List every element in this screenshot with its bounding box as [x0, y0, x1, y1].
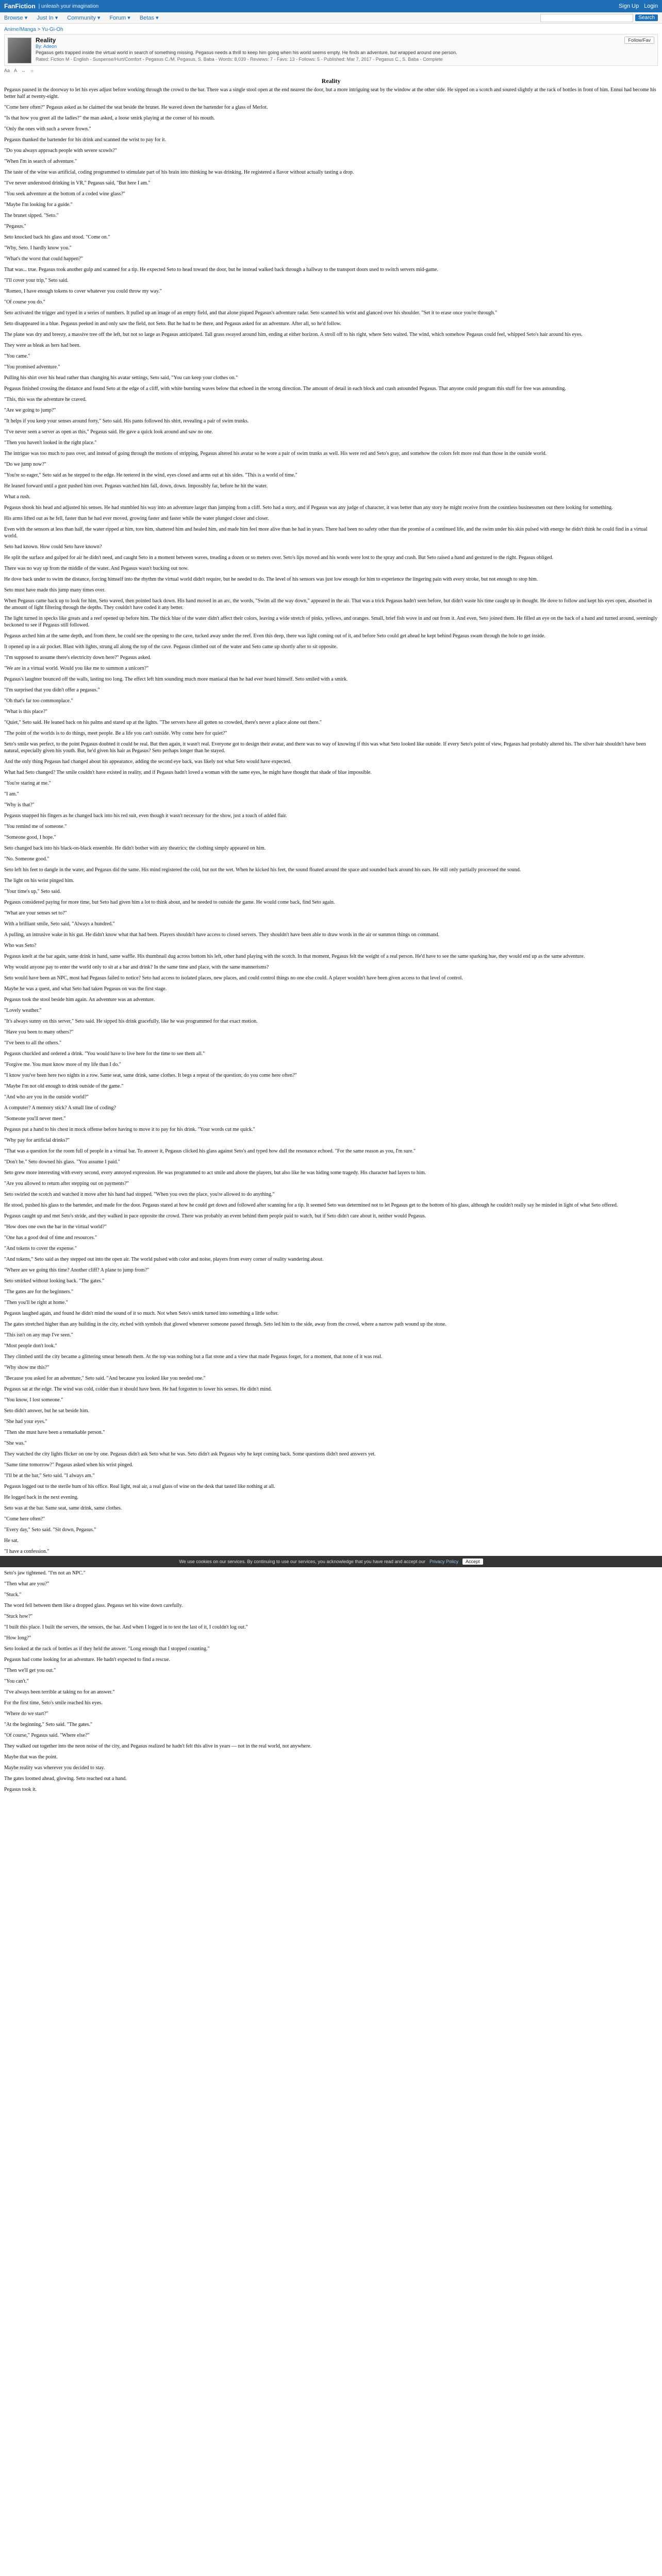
story-paragraph: "I've never seen a server as open as this," Pegasus said. He gave a quick look around and saw no one.	[4, 429, 213, 435]
story-paragraph: The plane was dry and breezy, a massive tree off the left, but not so large as Pegasus anticipated. Tall grass swayed around him, ending at either horizon. A stroll off to his right, where Seto waited. The wind, which somehow Pegasus could feel, whipped Seto's hair around his eyes.	[4, 332, 583, 337]
story-paragraph: Pegasus logged out to the sterile hum of his office. Real light, real air, a real glass of wine on the desk that tasted like nothing at all.	[4, 1484, 275, 1489]
story-paragraph: The light on his wrist pinged him.	[4, 878, 74, 884]
story-paragraph: "I know you've been here two nights in a row. Same seat, same drink, same clothes. It begs a repeat of the question; do you come here often?"	[4, 1073, 297, 1078]
story-paragraph: "This isn't on any map I've seen."	[4, 1332, 73, 1338]
story-paragraph: "Then what are you?"	[4, 1581, 49, 1587]
story-paragraph: They climbed until the city became a glittering smear beneath them. At the top was nothing but a flat stone and a view that made Pegasus forget, for a moment, that none of it was real.	[4, 1354, 383, 1360]
story-paragraph: Pegasus took the stool beside him again. An adventure was an adventure.	[4, 997, 155, 1003]
story-paragraph: "She was."	[4, 1440, 27, 1446]
story-paragraph: The taste of the wine was artificial, coding programmed to stimulate part of his brain into thinking he was drinking. He registered a flavor without actually tasting a drop.	[4, 170, 354, 175]
story-paragraph: Pegasus arched him at the same depth, and from there, he could see the opening to the cave, tucked away under the reef. Even this deep, there was light coming out of it, and before Seto could get ahead he kept behind Pegasus swam through the hole to get inside.	[4, 633, 545, 639]
story-paragraph: What a rush.	[4, 494, 30, 500]
story-paragraph: "You know, I lost someone."	[4, 1397, 63, 1403]
story-paragraph: "Of course you do."	[4, 299, 45, 305]
story-paragraph: "You're staring at me."	[4, 781, 51, 786]
story-paragraph: Pegasus finished crossing the distance and found Seto at the edge of a cliff, with white bursting waves below that echoed in the wrong direction. The amount of detail in each block and crash astounded Pegasus. That anyone could program this stuff for free was astounding.	[4, 386, 566, 392]
story-paragraph: Pegasus knelt at the bar again, same drink in hand, same waffle. His thumbnail dug across bottom his left, other hand playing with the scotch. In that moment, Pegasus felt the weight of a real person. He'd have to see the same sparking hue, they would end up as the same adventure.	[4, 954, 585, 959]
story-paragraph: Pegasus put a hand to his chest in mock offense before having to move it to pay for his drink. "Your words cut me quick."	[4, 1127, 255, 1132]
story-paragraph: "Pegasus."	[4, 224, 26, 229]
nav-browse[interactable]: Browse ▾	[4, 15, 28, 21]
story-paragraph: A computer? A memory stick? A small line of coding?	[4, 1105, 116, 1111]
font-size-tool[interactable]: Aa	[4, 68, 10, 73]
story-paragraph: Maybe reality was wherever you decided to stay.	[4, 1765, 105, 1771]
story-actions	[624, 37, 654, 44]
story-paragraph: They walked out together into the neon noise of the city, and Pegasus realized he hadn't felt this alive in years — not in the real world, not anywhere.	[4, 1743, 312, 1749]
story-paragraph: "Someone good, I hope."	[4, 835, 56, 840]
story-paragraph: "What are your senses set to?"	[4, 910, 67, 916]
reader-toolbar	[4, 67, 658, 74]
story-header	[4, 34, 658, 66]
story-paragraph: "No. Someone good."	[4, 856, 49, 862]
story-paragraph: He dove back under to swim the distance, forcing himself into the rhythm the virtual world didn't require, but he needed to do. The level of his sensors was just low enough for him to experience the lingering pain with every stroke, but not enough to stop him.	[4, 577, 538, 582]
story-paragraph: "The gates are for the beginners."	[4, 1289, 74, 1295]
story-paragraph: Pegasus sat at the edge. The wind was cold, colder than it should have been. He had forgotten to lower his senses. He didn't mind.	[4, 1386, 272, 1392]
story-paragraph: And the only thing Pegasus had changed about his appearance, adding the second eye back, was likely not what Seto would have expected.	[4, 759, 291, 765]
cookie-text: We use cookies on our services. By continuing to use our services, you acknowledge that you have read and accept our	[179, 1559, 426, 1564]
story-paragraph: "Why, Seto. I hardly know you."	[4, 245, 72, 251]
story-paragraph: Seto looked at the rack of bottles as if they held the answer. "Long enough that I stopped counting."	[4, 1646, 210, 1652]
story-paragraph: "I've never understood drinking in VR," Pegasus said, "But here I am."	[4, 180, 151, 186]
story-paragraph: "Lovely weather."	[4, 1008, 42, 1013]
story-paragraph: Maybe he was a quest, and what Seto had taken Pegasus on was the first stage.	[4, 986, 167, 992]
story-paragraph: "It's always sunny on this server," Seto said. He sipped his drink gracefully, like he was programmed for that exact motion.	[4, 1019, 258, 1024]
story-paragraph: Pegasus had come looking for an adventure. He hadn't expected to find a rescue.	[4, 1657, 170, 1663]
story-paragraph: Why would anyone pay to enter the world only to sit at a bar and drink? In the same time and place, with the same mannerisms?	[4, 964, 269, 970]
story-paragraph: "Maybe I'm looking for a guide."	[4, 202, 73, 208]
site-logo[interactable]: FanFiction	[4, 3, 36, 10]
follow-fav-button[interactable]: Follow/Fav	[624, 37, 654, 44]
search-box	[540, 14, 658, 22]
story-paragraph: Who was Seto?	[4, 943, 37, 948]
story-paragraph: "One has a good deal of time and resources."	[4, 1235, 97, 1241]
story-paragraph: "How does one own the bar in the virtual world?"	[4, 1224, 107, 1230]
privacy-policy-link[interactable]: Privacy Policy	[429, 1559, 459, 1564]
story-paragraph: Seto was at the bar. Same seat, same drink, same clothes.	[4, 1505, 122, 1511]
story-paragraph: Pulling his shirt over his head rather than changing his avatar settings, Seto said, "You can keep your clothes on."	[4, 375, 238, 381]
story-paragraph: "Do you always approach people with severe scowls?"	[4, 148, 117, 154]
story-paragraph: Even with the sensors at less than half, the water ripped at him, tore him, shattered him and healed him, and made him feel more alive than he had in years. There had been no safety other than the promise of a continued life, and the swim under his skin pulsed with energy he didn't think he could find in a virtual world.	[4, 527, 648, 539]
story-paragraph: Seto swirled the scotch and watched it move after his hand had stopped. "When you own the place, you're allowed to do anything."	[4, 1192, 275, 1197]
story-paragraph: "Every day," Seto said. "Sit down, Pegasus."	[4, 1527, 96, 1533]
story-paragraph: "What's the worst that could happen?"	[4, 256, 83, 262]
story-paragraph: "You seek adventure at the bottom of a coded wine glass?"	[4, 191, 125, 197]
story-title: Reality	[36, 37, 56, 44]
story-paragraph: "At the beginning," Seto said. "The gates."	[4, 1722, 93, 1727]
breadcrumb[interactable]: Anime/Manga > Yu-Gi-Oh	[4, 27, 63, 32]
story-cover-image	[8, 38, 31, 63]
nav-betas[interactable]: Betas ▾	[139, 15, 159, 21]
story-paragraph: "Stuck."	[4, 1592, 22, 1598]
story-paragraph: What had Seto changed? The smile couldn't have existed in reality, and if Pegasus hadn't loved a woman with the same eyes, he might have thought that shade of blue impossible.	[4, 770, 372, 775]
story-paragraph: Pegasus shook his head and adjusted his senses. He had stumbled his way into an adventure larger than jumping from a cliff. Seto had a story, and if Pegasus was any judge of character, it was better than any story he might receive from the countless businessmen out there looking for something.	[4, 505, 613, 511]
story-paragraph: They were as bleak as hers had been.	[4, 343, 81, 348]
font-tool[interactable]: A	[14, 68, 18, 73]
story-text	[4, 87, 658, 2576]
story-paragraph: Seto activated the trigger and typed in a series of numbers. It pulled up an image of an empty field, and that alone piqued Pegasus's adventure radar. Seto scanned his wrist and glanced over his shoulder. "Set it to erase once you're through."	[4, 310, 498, 316]
story-paragraph: He leaned forward until a gust pushed him over. Pegasus watched him fall, down, down. Impossibly far, before he hit the water.	[4, 483, 268, 489]
story-paragraph: Seto smirked without looking back. "The gates."	[4, 1278, 105, 1284]
story-paragraph: "Because you asked for an adventure," Seto said. "And because you looked like you needed one."	[4, 1376, 206, 1381]
story-paragraph: "It helps if you keep your senses around forty," Seto said. His pants followed his shirt, revealing a pair of swim trunks.	[4, 418, 249, 424]
story-paragraph: "Then we'll get you out."	[4, 1668, 56, 1673]
story-paragraph: "You're so eager," Seto said as he stepped to the edge. He teetered in the wind, eyes closed and arms out at his sides. "This is a world of time."	[4, 472, 297, 478]
story-paragraph: "Where are we going this time? Another cliff? A plane to jump from?"	[4, 1267, 150, 1273]
story-paragraph: "Then you haven't looked in the right place."	[4, 440, 97, 446]
story-paragraph: Seto must have made this jump many times over.	[4, 587, 106, 593]
story-paragraph: Seto would have been an NPC, most had Pegasus failed to notice? Seto had access to isolated places, new places, and could control things no one else could. A player wouldn't have been given access to that level of control.	[4, 975, 463, 981]
story-paragraph: They watched the city lights flicker on one by one. Pegasus didn't ask Seto what he was. Seto didn't ask Pegasus why he kept coming back. Some questions didn't need answers yet.	[4, 1451, 376, 1457]
story-paragraph: Seto had known. How could Seto have known?	[4, 544, 102, 550]
story-paragraph: "Then she must have been a remarkable person."	[4, 1430, 105, 1435]
story-paragraph: "Do we jump now?"	[4, 462, 46, 467]
story-paragraph: "And who are you in the outside world?"	[4, 1094, 89, 1100]
story-paragraph: For the first time, Seto's smile reached his eyes.	[4, 1700, 103, 1706]
story-paragraph: He stood, pushed his glass to the bartender, and made for the door. Pegasus stared at how he could get down and followed after scanning for a tip. It seemed Seto was determined not to let Pegasus get to the bottom of his glass, although he couldn't really say he minded in light of what Seto offered.	[4, 1202, 618, 1208]
story-paragraph: Pegasus considered paying for more time, but Seto had given him a lot to think about, and he needed to outside the game. He would come back, find Seto again.	[4, 900, 335, 905]
story-paragraph: That was... true. Pegasus took another gulp and scanned for a tip. He expected Seto to head toward the door, but he instead walked back through a hallway to the transport doors used to switch servers mid-game.	[4, 267, 438, 273]
story-paragraph: He sat.	[4, 1538, 19, 1544]
story-paragraph: "When I'm in search of adventure."	[4, 159, 77, 164]
author-link[interactable]: Adeon	[43, 44, 57, 49]
story-paragraph: Seto knocked back his glass and stood. "Come on."	[4, 234, 110, 240]
story-paragraph: "And tokens," Seto said as they stepped out into the open air. The world pulsed with color and noise, players from every corner of reality wandering about.	[4, 1257, 324, 1262]
site-header	[0, 0, 662, 12]
story-paragraph: "Of course," Pegasus said. "Where else?"	[4, 1733, 90, 1738]
story-paragraph: He split the surface and gulped for air he didn't need, and caught Seto in a moment between waves, treading a dozen or so meters over. Seto's lips moved and his words were lost to the spray and crash. But Seto raised a hand and gestured to the right. Pegasus obliged.	[4, 555, 553, 561]
chapter-title: Reality	[321, 77, 341, 84]
story-paragraph: "Why pay for artificial drinks?"	[4, 1138, 70, 1143]
story-paragraph: "What is this place?"	[4, 709, 47, 715]
nav-community[interactable]: Community ▾	[67, 15, 101, 21]
story-paragraph: Maybe that was the point.	[4, 1754, 58, 1760]
story-paragraph: "Come here often?" Pegasus asked as he claimed the seat beside the brunet. He waved down the bartender for a glass of Merlot.	[4, 105, 268, 110]
story-paragraph: "Forgive me. You must know more of my life than I do."	[4, 1062, 121, 1067]
story-paragraph: Pegasus paused in the doorway to let his eyes adjust before working through the crowd to the bar. There was a single stool open at the end nearest the door, but a more intriguing seat by the window at the other side. He sipped on a scotch and soured slightly at the rack of bottles in front of him. Ennui had become his better half at twenty-eight.	[4, 87, 656, 99]
story-paragraph: "Is that how you greet all the ladies?" the man asked, a loose smirk playing at the corner of his mouth.	[4, 115, 215, 121]
story-paragraph: Pegasus's laughter bounced off the walls, lasting too long. The effect left him sounding much more maniacal than he had ever heard himself. Seto smiled with a smirk.	[4, 676, 348, 682]
story-paragraph: "Only the ones with such a severe frown."	[4, 126, 91, 132]
story-paragraph: "I built this place. I built the servers, the sensors, the bar. And when I logged in to test the last of it, I couldn't log out."	[4, 1624, 248, 1630]
story-paragraph: "That was a question for the room full of people in a virtual bar. To answer it, Pegasus clicked his glass against Seto's and typed how dull the resonance echoed. "For the same reason as you, I'm sure."	[4, 1148, 416, 1154]
main-nav	[0, 12, 662, 24]
story-meta: Rated: Fiction M - English - Suspense/Hurt/Comfort - Pegasus C./M. Pegasus, S. Baba - Words: 8,039 - Reviews: 7 - Favs: 13 - Follows: 5 - Published: Mar 7, 2017 - Pegasus C., S. Baba - Complete	[36, 57, 443, 62]
account-links	[619, 3, 658, 9]
story-paragraph: "Someone you'll never meet."	[4, 1116, 66, 1122]
story-paragraph: The brunet sipped. "Seto."	[4, 213, 59, 218]
story-paragraph: With a brilliant smile, Seto said, "Always a hundred."	[4, 921, 115, 927]
story-paragraph: "I've always been terrible at taking no for an answer."	[4, 1689, 115, 1695]
story-paragraph: Seto changed back into his black-on-black ensemble. He didn't bother with any theatrics; the clothing simply appeared on him.	[4, 845, 266, 851]
story-paragraph: Seto didn't answer, but he sat beside him.	[4, 1408, 89, 1414]
story-paragraph: The intrigue was too much to pass over, and instead of going through the motions of stripping, Pegasus altered his avatar so he wore a pair of swim trunks as well. His were red and Seto's gray, and somehow the colors felt more real than those in the outside world.	[4, 451, 547, 456]
story-author-line	[36, 44, 654, 49]
story-paragraph: "You promised adventure."	[4, 364, 60, 370]
story-paragraph: There was no way up from the middle of the water. And Pegasus wasn't bucking out now.	[4, 566, 189, 571]
story-paragraph: The light turned in specks like greats and a reef opened up before him. The thick blue of the water didn't affect their colors, leaving a wide stretch of pinks, yellows, and oranges. Small, brief fish wove in and out from it. And even, Seto joined them. He filled an eye on the back of a hand and turned around, seemingly beckoned to see if Pegasus still followed.	[4, 616, 658, 628]
story-paragraph: "Have you been to many others?"	[4, 1029, 74, 1035]
story-paragraph: A pulling, an intrusive wake in his gut. He didn't know what that had been. Players shouldn't have access to closed servers. They shouldn't have been able to draw words in the air or summon things on command.	[4, 932, 439, 938]
story-paragraph: "You can't."	[4, 1679, 29, 1684]
story-paragraph: Pegasus snapped his fingers as he changed back into his red suit, even though it wasn't necessary for the show, just a touch of added flair.	[4, 813, 287, 819]
story-paragraph: "I've been to all the others."	[4, 1040, 62, 1046]
story-paragraph: "Where do we start?"	[4, 1711, 48, 1717]
nav-forum[interactable]: Forum ▾	[109, 15, 130, 21]
story-paragraph: "I have a confession."	[4, 1549, 49, 1554]
story-paragraph: "I'll cover your trip," Seto said.	[4, 278, 69, 283]
story-paragraph: Seto grew more interesting with every second, every annoyed expression. He was programmed to act smile and above the players, but also like he was hiding some tragedy. His character had layers to him.	[4, 1170, 426, 1176]
story-paragraph: It opened up in a air pocket. Blast with lights, strung all along the top of the cave. Pegasus climbed out of the water and Seto came up shortly after to sit opposite.	[4, 644, 338, 650]
cookie-banner	[0, 1556, 662, 1567]
story-summary: Pegasus gets trapped inside the virtual world in search of something missing. Pegasus needs a thrill to keep him going when his world seems empty. He finds an adventure, but wrapped around one person.	[36, 50, 457, 55]
story-paragraph: "Don't be." Seto downed his glass. "You assume I paid."	[4, 1159, 120, 1165]
story-paragraph: "Most people don't look."	[4, 1343, 57, 1349]
story-paragraph: Seto disappeared in a blue. Pegasus peeked in and only saw the field, not Seto. But he had to be there, and Pegasus asked for an adventure. After all, so he'd follow.	[4, 321, 341, 327]
story-paragraph: "She had your eyes."	[4, 1419, 47, 1425]
story-paragraph: "Same time tomorrow?" Pegasus asked when his wrist pinged.	[4, 1462, 134, 1468]
story-paragraph: "Why show me this?"	[4, 1365, 49, 1370]
story-paragraph: The gates loomed ahead, glowing. Seto reached out a hand.	[4, 1776, 127, 1782]
story-paragraph: "This, this was the adventure he craved.	[4, 397, 87, 402]
story-paragraph: The gates stretched higher than any building in the city, etched with symbols that glowed whenever someone passed through. Seto led him to the side, away from the crowd, where a narrow path wound up the stone.	[4, 1321, 446, 1327]
story-paragraph: "The point of the worlds is to do things, meet people. Be a life you can't outside. Why come here for quiet?"	[4, 731, 227, 736]
story-paragraph: "I'm surprised that you didn't offer a pegasus."	[4, 687, 100, 693]
story-paragraph: "And tokens to cover the expense."	[4, 1246, 77, 1251]
story-paragraph: "I am."	[4, 791, 19, 797]
story-paragraph: "Oh that's far too commonplace."	[4, 698, 73, 704]
site-tagline: | unleash your imagination	[38, 3, 99, 9]
story-paragraph: "Your time's up," Seto said.	[4, 889, 61, 894]
story-paragraph: Seto's jaw tightened. "I'm not an NPC."	[4, 1570, 86, 1576]
story-paragraph: "You remind me of someone."	[4, 824, 67, 829]
story-paragraph: Seto's smile was perfect, to the point Pegasus doubted it could be real. But then again, it wasn't real. Everyone got to design their avatar, and there was no way of knowing if this was what Seto looked like outside. If every Seto's point of view, Pegasus had probably altered his. The silver hair shouldn't have been natural, especially given his youth. But, he'd given his hair as Pegasus? Seto perhaps longer than he stayed.	[4, 741, 646, 754]
story-paragraph: Pegasus caught up and met Seto's stride, and they walked in pace opposite the crowd. There was probably an event behind them people paid to watch, but if Seto didn't care about it, neither would Pegasus.	[4, 1213, 426, 1219]
nav-just-in[interactable]: Just In ▾	[37, 15, 58, 21]
width-tool[interactable]: ↔	[21, 68, 26, 73]
story-paragraph: Pegasus took it.	[4, 1787, 37, 1792]
sign-up-link[interactable]: Sign Up	[618, 3, 639, 9]
story-paragraph: "How long?"	[4, 1635, 31, 1641]
story-paragraph: "You came."	[4, 353, 30, 359]
author-prefix: By:	[36, 44, 44, 49]
search-input[interactable]	[540, 14, 633, 22]
story-paragraph: "Are you allowed to return after stepping out on payments?"	[4, 1181, 129, 1187]
story-paragraph: "Come here often?"	[4, 1516, 45, 1522]
story-paragraph: He logged back in the next evening.	[4, 1495, 79, 1500]
story-paragraph: "Why is that?"	[4, 802, 35, 808]
story-paragraph: "Romeo, I have enough tokens to cover whatever you could throw my way."	[4, 289, 162, 294]
story-paragraph: "Maybe I'm not old enough to drink outside of the game."	[4, 1083, 124, 1089]
story-paragraph: "I'll be at the bar," Seto said. "I always am."	[4, 1473, 95, 1479]
login-link[interactable]: Login	[644, 3, 658, 9]
search-button[interactable]: Search	[635, 14, 658, 21]
story-paragraph: Seto left his feet to dangle in the water, and Pegasus did the same. His mind registered the cold, but not the wet. When he kicked his feet, the sound floated around the space and sounded back around his ears. He still only partially processed the sound.	[4, 867, 521, 873]
contrast-tool[interactable]: ☼	[30, 68, 35, 73]
story-paragraph: The word fell between them like a dropped glass. Pegasus set his wine down carefully.	[4, 1603, 183, 1608]
story-paragraph: When Pegasus came back up to look for him, Seto waved, then pointed back down. His hand moved in an arc, the words, "Swim all the way down," appeared in the air. That was a trick Pegasus hadn't seen before, but didn't waste his time caught up in thought. He dove to follow and kept his eyes open, absorbed in the amount of light filtering through the depths. They couldn't have coded it any better.	[4, 598, 652, 611]
cookie-accept-button[interactable]: Accept	[462, 1558, 483, 1565]
story-paragraph: Pegasus laughed again, and found he didn't mind the sound of it so much. Not when Seto's smirk turned into something a little softer.	[4, 1311, 279, 1316]
story-paragraph: Pegasus thanked the bartender for his drink and scanned the wrist to pay for it.	[4, 137, 167, 143]
story-paragraph: "We are in a virtual world. Would you like me to summon a unicorn?"	[4, 666, 149, 671]
story-paragraph: "Are we going to jump?"	[4, 408, 56, 413]
story-paragraph: Pegasus chuckled and ordered a drink. "You would have to live here for the time to see them all."	[4, 1051, 205, 1057]
story-paragraph: "Quiet," Seto said. He leaned back on his palms and stared up at the lights. "The servers have all gotten so crowded, there's never a place alone out there."	[4, 720, 322, 725]
story-paragraph: "Then you'll be right at home."	[4, 1300, 68, 1306]
story-paragraph: His arms lifted out as he fell, faster than he had ever moved, growing faster and faster while the water plunged closer and closer.	[4, 516, 269, 521]
story-paragraph: "Stuck how?"	[4, 1614, 33, 1619]
story-paragraph: "I'm supposed to assume there's electricity down here?" Pegasus asked.	[4, 655, 152, 660]
